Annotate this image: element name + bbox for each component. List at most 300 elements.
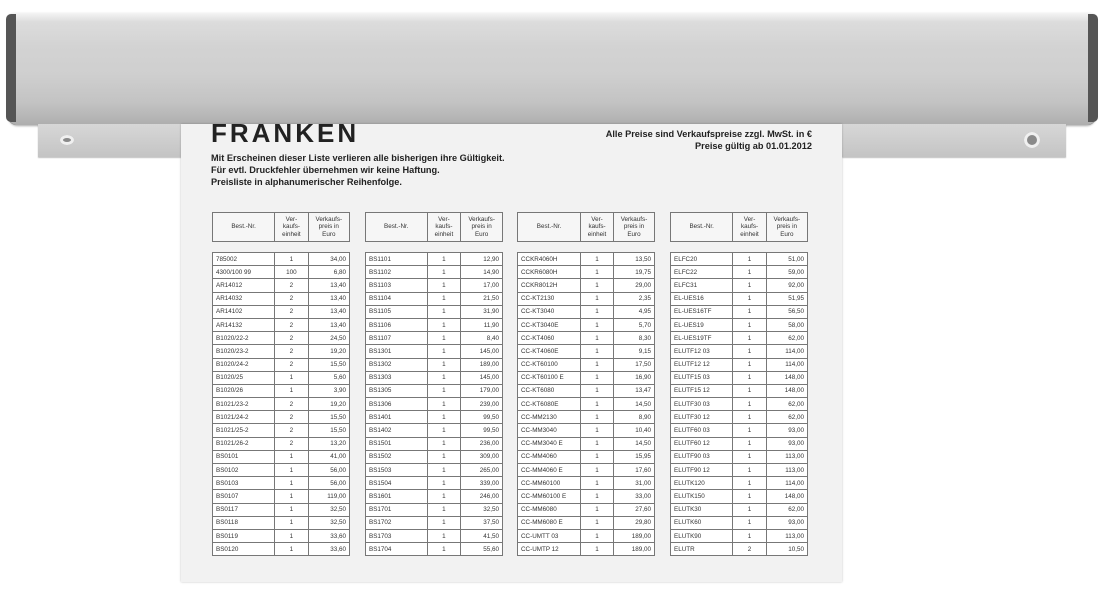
column-header: Verkaufs- preis in Euro bbox=[461, 213, 503, 242]
price-cell: 145,00 bbox=[461, 371, 503, 384]
article-number-cell: B1020/25 bbox=[213, 371, 275, 384]
table-header-row bbox=[518, 213, 655, 242]
unit-cell: 1 bbox=[733, 424, 766, 437]
table-row bbox=[518, 477, 655, 490]
price-cell: 32,50 bbox=[461, 503, 503, 516]
price-table-4 bbox=[670, 212, 808, 556]
article-number-cell: BS1106 bbox=[366, 318, 428, 331]
price-cell: 21,50 bbox=[461, 292, 503, 305]
table-row bbox=[213, 477, 350, 490]
article-number-cell: ELUTK30 bbox=[671, 503, 733, 516]
price-cell: 17,00 bbox=[461, 279, 503, 292]
price-table bbox=[365, 212, 503, 556]
table-row bbox=[518, 279, 655, 292]
unit-cell: 2 bbox=[275, 411, 308, 424]
table-row bbox=[366, 318, 503, 331]
article-number-cell: BS1305 bbox=[366, 384, 428, 397]
column-header: Best.-Nr. bbox=[671, 213, 733, 242]
table-spacer bbox=[213, 242, 350, 253]
unit-cell: 1 bbox=[581, 543, 614, 556]
article-number-cell: BS1402 bbox=[366, 424, 428, 437]
article-number-cell: 785002 bbox=[213, 253, 275, 266]
price-cell: 56,00 bbox=[308, 477, 349, 490]
unit-cell: 1 bbox=[733, 279, 766, 292]
price-cell: 148,00 bbox=[766, 384, 807, 397]
unit-cell: 1 bbox=[427, 318, 461, 331]
price-cell: 265,00 bbox=[461, 464, 503, 477]
price-cell: 51,00 bbox=[766, 253, 807, 266]
unit-cell: 1 bbox=[427, 253, 461, 266]
table-row bbox=[518, 464, 655, 477]
unit-cell: 100 bbox=[275, 266, 308, 279]
unit-cell: 1 bbox=[581, 332, 614, 345]
unit-cell: 1 bbox=[427, 384, 461, 397]
table-row bbox=[671, 543, 808, 556]
unit-cell: 1 bbox=[733, 398, 766, 411]
unit-cell: 1 bbox=[427, 266, 461, 279]
article-number-cell: B1020/23-2 bbox=[213, 345, 275, 358]
article-number-cell: B1021/26-2 bbox=[213, 437, 275, 450]
article-number-cell: BS1701 bbox=[366, 503, 428, 516]
unit-cell: 2 bbox=[275, 332, 308, 345]
unit-cell: 1 bbox=[427, 464, 461, 477]
unit-cell: 1 bbox=[733, 464, 766, 477]
article-number-cell: BS1302 bbox=[366, 358, 428, 371]
intro-notes bbox=[211, 152, 505, 188]
unit-cell: 1 bbox=[733, 332, 766, 345]
price-cell: 99,50 bbox=[461, 424, 503, 437]
unit-cell: 1 bbox=[581, 358, 614, 371]
table-row bbox=[671, 305, 808, 318]
price-table-3 bbox=[517, 212, 655, 556]
price-list-sheet bbox=[181, 124, 842, 582]
unit-cell: 2 bbox=[275, 279, 308, 292]
unit-cell: 1 bbox=[427, 292, 461, 305]
article-number-cell: ELUTK150 bbox=[671, 490, 733, 503]
article-number-cell: ELUTK90 bbox=[671, 529, 733, 542]
price-cell: 14,50 bbox=[614, 437, 655, 450]
article-number-cell: CC-MM6080 bbox=[518, 503, 581, 516]
article-number-cell: BS1702 bbox=[366, 516, 428, 529]
price-cell: 56,00 bbox=[308, 464, 349, 477]
unit-cell: 1 bbox=[733, 490, 766, 503]
unit-cell: 1 bbox=[733, 437, 766, 450]
table-row bbox=[518, 490, 655, 503]
table-row bbox=[671, 490, 808, 503]
table-row bbox=[366, 384, 503, 397]
price-cell: 33,00 bbox=[614, 490, 655, 503]
unit-cell: 1 bbox=[733, 529, 766, 542]
article-number-cell: CC-KT4060 bbox=[518, 332, 581, 345]
unit-cell: 2 bbox=[275, 437, 308, 450]
article-number-cell: BS1104 bbox=[366, 292, 428, 305]
unit-cell: 1 bbox=[581, 477, 614, 490]
price-cell: 33,60 bbox=[308, 529, 349, 542]
table-row bbox=[366, 279, 503, 292]
article-number-cell: BS1503 bbox=[366, 464, 428, 477]
price-cell: 19,75 bbox=[614, 266, 655, 279]
price-cell: 41,00 bbox=[308, 450, 349, 463]
table-row bbox=[518, 516, 655, 529]
price-cell: 189,00 bbox=[614, 529, 655, 542]
unit-cell: 1 bbox=[427, 371, 461, 384]
table-row bbox=[213, 490, 350, 503]
price-cell: 15,95 bbox=[614, 450, 655, 463]
price-cell: 32,50 bbox=[308, 516, 349, 529]
unit-cell: 1 bbox=[427, 490, 461, 503]
price-cell: 10,50 bbox=[766, 543, 807, 556]
table-row bbox=[671, 450, 808, 463]
article-number-cell: CC-KT60100 bbox=[518, 358, 581, 371]
price-cell: 59,00 bbox=[766, 266, 807, 279]
price-cell: 15,50 bbox=[308, 358, 349, 371]
table-row bbox=[518, 411, 655, 424]
price-cell: 14,50 bbox=[614, 398, 655, 411]
table-row bbox=[518, 292, 655, 305]
price-cell: 29,00 bbox=[614, 279, 655, 292]
price-table-1 bbox=[212, 212, 350, 556]
table-row bbox=[671, 279, 808, 292]
unit-cell: 1 bbox=[581, 292, 614, 305]
table-row bbox=[213, 292, 350, 305]
price-cell: 114,00 bbox=[766, 345, 807, 358]
unit-cell: 1 bbox=[733, 292, 766, 305]
table-row bbox=[213, 450, 350, 463]
aluminium-paper-rail bbox=[8, 13, 1096, 125]
table-row bbox=[671, 477, 808, 490]
price-cell: 239,00 bbox=[461, 398, 503, 411]
article-number-cell: 4300/100 99 bbox=[213, 266, 275, 279]
article-number-cell: EL-UES19 bbox=[671, 318, 733, 331]
article-number-cell: ELUTK60 bbox=[671, 516, 733, 529]
article-number-cell: BS1303 bbox=[366, 371, 428, 384]
mounting-plate-left bbox=[38, 124, 188, 157]
unit-cell: 2 bbox=[275, 358, 308, 371]
price-cell: 37,50 bbox=[461, 516, 503, 529]
table-row bbox=[366, 292, 503, 305]
table-row bbox=[518, 437, 655, 450]
intro-line: Mit Erscheinen dieser Liste verlieren alle bisherigen ihre Gültigkeit. bbox=[211, 153, 505, 163]
table-row bbox=[366, 503, 503, 516]
unit-cell: 1 bbox=[427, 345, 461, 358]
article-number-cell: BS0101 bbox=[213, 450, 275, 463]
table-row bbox=[518, 371, 655, 384]
article-number-cell: BS0118 bbox=[213, 516, 275, 529]
article-number-cell: AR14102 bbox=[213, 305, 275, 318]
table-row bbox=[366, 266, 503, 279]
unit-cell: 2 bbox=[275, 398, 308, 411]
unit-cell: 1 bbox=[581, 279, 614, 292]
table-row bbox=[366, 358, 503, 371]
unit-cell: 2 bbox=[275, 345, 308, 358]
price-cell: 92,00 bbox=[766, 279, 807, 292]
article-number-cell: BS1301 bbox=[366, 345, 428, 358]
price-cell: 246,00 bbox=[461, 490, 503, 503]
article-number-cell: BS1103 bbox=[366, 279, 428, 292]
price-cell: 13,40 bbox=[308, 318, 349, 331]
unit-cell: 1 bbox=[581, 266, 614, 279]
table-row bbox=[366, 529, 503, 542]
article-number-cell: BS1704 bbox=[366, 543, 428, 556]
rail-end-cap-left bbox=[6, 14, 16, 122]
article-number-cell: EL-UES16 bbox=[671, 292, 733, 305]
table-row bbox=[671, 437, 808, 450]
unit-cell: 2 bbox=[275, 292, 308, 305]
price-cell: 114,00 bbox=[766, 477, 807, 490]
price-cell: 27,60 bbox=[614, 503, 655, 516]
unit-cell: 1 bbox=[275, 477, 308, 490]
price-cell: 5,60 bbox=[308, 371, 349, 384]
table-header-row bbox=[671, 213, 808, 242]
unit-cell: 1 bbox=[581, 398, 614, 411]
screw-hole-icon bbox=[60, 135, 74, 145]
table-row bbox=[366, 477, 503, 490]
table-row bbox=[671, 424, 808, 437]
price-table bbox=[212, 212, 350, 556]
table-row bbox=[671, 371, 808, 384]
unit-cell: 1 bbox=[733, 358, 766, 371]
article-number-cell: ELUTF15 12 bbox=[671, 384, 733, 397]
article-number-cell: ELUTF60 03 bbox=[671, 424, 733, 437]
article-number-cell: ELUTF90 03 bbox=[671, 450, 733, 463]
price-cell: 17,50 bbox=[614, 358, 655, 371]
price-cell: 119,00 bbox=[308, 490, 349, 503]
table-row bbox=[366, 332, 503, 345]
price-cell: 31,00 bbox=[614, 477, 655, 490]
unit-cell: 1 bbox=[275, 253, 308, 266]
unit-cell: 1 bbox=[581, 253, 614, 266]
table-row bbox=[671, 253, 808, 266]
article-number-cell: ELUTF60 12 bbox=[671, 437, 733, 450]
screw-hole-icon bbox=[1024, 132, 1040, 148]
table-row bbox=[518, 384, 655, 397]
price-cell: 13,20 bbox=[308, 437, 349, 450]
table-row bbox=[366, 305, 503, 318]
article-number-cell: CC-KT6080E bbox=[518, 398, 581, 411]
article-number-cell: BS1105 bbox=[366, 305, 428, 318]
table-row bbox=[518, 398, 655, 411]
price-line: Alle Preise sind Verkaufspreise zzgl. MwSt. in € bbox=[605, 129, 812, 139]
price-table bbox=[517, 212, 655, 556]
price-cell: 113,00 bbox=[766, 529, 807, 542]
table-row bbox=[366, 516, 503, 529]
table-row bbox=[213, 318, 350, 331]
article-number-cell: B1020/24-2 bbox=[213, 358, 275, 371]
article-number-cell: BS1306 bbox=[366, 398, 428, 411]
unit-cell: 1 bbox=[427, 332, 461, 345]
table-row bbox=[213, 398, 350, 411]
unit-cell: 1 bbox=[581, 516, 614, 529]
price-cell: 62,00 bbox=[766, 411, 807, 424]
price-cell: 19,20 bbox=[308, 345, 349, 358]
table-row bbox=[213, 305, 350, 318]
article-number-cell: CC-KT60100 E bbox=[518, 371, 581, 384]
unit-cell: 1 bbox=[427, 358, 461, 371]
price-cell: 55,60 bbox=[461, 543, 503, 556]
unit-cell: 1 bbox=[427, 503, 461, 516]
price-cell: 62,00 bbox=[766, 332, 807, 345]
column-header: Verkaufs- preis in Euro bbox=[766, 213, 807, 242]
unit-cell: 1 bbox=[275, 503, 308, 516]
table-row bbox=[366, 411, 503, 424]
table-row bbox=[366, 464, 503, 477]
price-cell: 13,40 bbox=[308, 305, 349, 318]
price-cell: 236,00 bbox=[461, 437, 503, 450]
unit-cell: 1 bbox=[427, 529, 461, 542]
table-row bbox=[518, 503, 655, 516]
article-number-cell: CC-MM3040 bbox=[518, 424, 581, 437]
price-cell: 58,00 bbox=[766, 318, 807, 331]
article-number-cell: CC-MM6080 E bbox=[518, 516, 581, 529]
article-number-cell: AR14132 bbox=[213, 318, 275, 331]
price-cell: 56,50 bbox=[766, 305, 807, 318]
article-number-cell: ELUTR bbox=[671, 543, 733, 556]
article-number-cell: CC-MM60100 E bbox=[518, 490, 581, 503]
unit-cell: 1 bbox=[427, 305, 461, 318]
table-spacer bbox=[366, 242, 503, 253]
article-number-cell: AR14012 bbox=[213, 279, 275, 292]
price-cell: 8,40 bbox=[461, 332, 503, 345]
unit-cell: 1 bbox=[733, 345, 766, 358]
price-cell: 8,30 bbox=[614, 332, 655, 345]
unit-cell: 1 bbox=[733, 371, 766, 384]
unit-cell: 1 bbox=[733, 266, 766, 279]
table-row bbox=[671, 411, 808, 424]
table-row bbox=[366, 437, 503, 450]
article-number-cell: ELUTF30 12 bbox=[671, 411, 733, 424]
table-row bbox=[518, 345, 655, 358]
table-row bbox=[366, 253, 503, 266]
table-row bbox=[671, 384, 808, 397]
table-header-row bbox=[213, 213, 350, 242]
article-number-cell: B1021/24-2 bbox=[213, 411, 275, 424]
price-cell: 3,90 bbox=[308, 384, 349, 397]
unit-cell: 1 bbox=[427, 516, 461, 529]
price-table bbox=[670, 212, 808, 556]
article-number-cell: CC-KT3040E bbox=[518, 318, 581, 331]
intro-line: Preisliste in alphanumerischer Reihenfolge. bbox=[211, 177, 402, 187]
article-number-cell: CC-KT2130 bbox=[518, 292, 581, 305]
table-row bbox=[671, 503, 808, 516]
price-cell: 148,00 bbox=[766, 371, 807, 384]
table-row bbox=[213, 516, 350, 529]
article-number-cell: ELFC22 bbox=[671, 266, 733, 279]
column-header: Verkaufs- preis in Euro bbox=[308, 213, 349, 242]
table-row bbox=[671, 266, 808, 279]
article-number-cell: CC-MM4060 E bbox=[518, 464, 581, 477]
price-cell: 11,90 bbox=[461, 318, 503, 331]
unit-cell: 1 bbox=[275, 371, 308, 384]
table-row bbox=[366, 450, 503, 463]
unit-cell: 1 bbox=[733, 318, 766, 331]
table-row bbox=[213, 464, 350, 477]
unit-cell: 1 bbox=[581, 305, 614, 318]
table-row bbox=[518, 450, 655, 463]
table-row bbox=[518, 305, 655, 318]
unit-cell: 1 bbox=[733, 450, 766, 463]
price-cell: 339,00 bbox=[461, 477, 503, 490]
article-number-cell: BS0119 bbox=[213, 529, 275, 542]
price-cell: 32,50 bbox=[308, 503, 349, 516]
article-number-cell: BS1501 bbox=[366, 437, 428, 450]
article-number-cell: ELFC20 bbox=[671, 253, 733, 266]
unit-cell: 1 bbox=[581, 450, 614, 463]
article-number-cell: ELUTF12 12 bbox=[671, 358, 733, 371]
article-number-cell: BS0102 bbox=[213, 464, 275, 477]
price-cell: 13,40 bbox=[308, 292, 349, 305]
price-cell: 5,70 bbox=[614, 318, 655, 331]
unit-cell: 1 bbox=[427, 450, 461, 463]
article-number-cell: BS1601 bbox=[366, 490, 428, 503]
article-number-cell: B1021/25-2 bbox=[213, 424, 275, 437]
table-row bbox=[366, 345, 503, 358]
table-row bbox=[366, 490, 503, 503]
price-cell: 13,40 bbox=[308, 279, 349, 292]
table-spacer bbox=[518, 242, 655, 253]
price-cell: 31,90 bbox=[461, 305, 503, 318]
article-number-cell: BS0107 bbox=[213, 490, 275, 503]
column-header: Best.-Nr. bbox=[518, 213, 581, 242]
price-cell: 9,15 bbox=[614, 345, 655, 358]
article-number-cell: BS1703 bbox=[366, 529, 428, 542]
article-number-cell: CCKR4060H bbox=[518, 253, 581, 266]
price-cell: 14,90 bbox=[461, 266, 503, 279]
unit-cell: 1 bbox=[581, 437, 614, 450]
column-header: Best.-Nr. bbox=[366, 213, 428, 242]
article-number-cell: CCKR6080H bbox=[518, 266, 581, 279]
price-cell: 4,95 bbox=[614, 305, 655, 318]
unit-cell: 1 bbox=[581, 503, 614, 516]
article-number-cell: ELUTK120 bbox=[671, 477, 733, 490]
unit-cell: 1 bbox=[733, 411, 766, 424]
table-row bbox=[671, 516, 808, 529]
unit-cell: 1 bbox=[275, 529, 308, 542]
article-number-cell: ELUTF90 12 bbox=[671, 464, 733, 477]
article-number-cell: BS1401 bbox=[366, 411, 428, 424]
unit-cell: 1 bbox=[427, 411, 461, 424]
unit-cell: 1 bbox=[581, 318, 614, 331]
article-number-cell: CCKR8012H bbox=[518, 279, 581, 292]
table-row bbox=[518, 318, 655, 331]
article-number-cell: BS1504 bbox=[366, 477, 428, 490]
price-cell: 114,00 bbox=[766, 358, 807, 371]
table-row bbox=[518, 543, 655, 556]
article-number-cell: CC-UMTT 03 bbox=[518, 529, 581, 542]
table-row bbox=[518, 424, 655, 437]
column-header: Ver- kaufs- einheit bbox=[581, 213, 614, 242]
table-row bbox=[213, 437, 350, 450]
table-row bbox=[518, 332, 655, 345]
article-number-cell: BS1502 bbox=[366, 450, 428, 463]
price-cell: 62,00 bbox=[766, 503, 807, 516]
price-cell: 13,50 bbox=[614, 253, 655, 266]
unit-cell: 1 bbox=[581, 345, 614, 358]
unit-cell: 2 bbox=[275, 424, 308, 437]
table-row bbox=[213, 529, 350, 542]
price-cell: 309,00 bbox=[461, 450, 503, 463]
article-number-cell: ELFC31 bbox=[671, 279, 733, 292]
table-row bbox=[213, 384, 350, 397]
article-number-cell: AR14032 bbox=[213, 292, 275, 305]
unit-cell: 1 bbox=[733, 516, 766, 529]
article-number-cell: BS1107 bbox=[366, 332, 428, 345]
table-row bbox=[518, 266, 655, 279]
table-row bbox=[213, 332, 350, 345]
price-cell: 15,50 bbox=[308, 424, 349, 437]
unit-cell: 2 bbox=[275, 318, 308, 331]
article-number-cell: CC-MM3040 E bbox=[518, 437, 581, 450]
price-cell: 12,90 bbox=[461, 253, 503, 266]
